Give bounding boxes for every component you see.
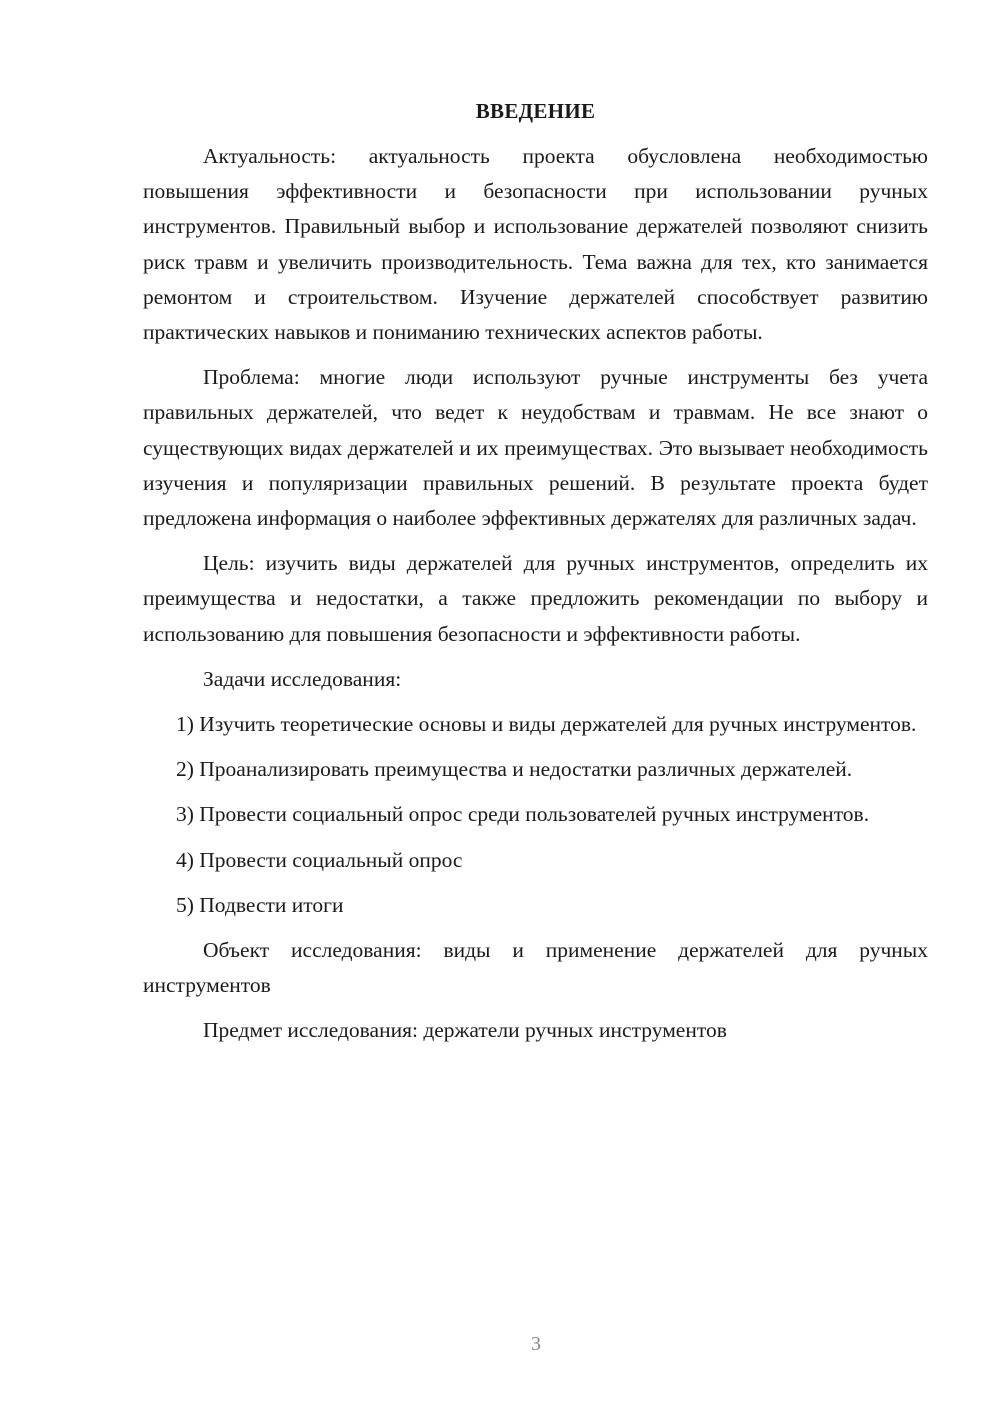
task-item-1: 1) Изучить теоретические основы и виды держателей для ручных инструментов. — [176, 712, 917, 737]
subject-paragraph: Предмет исследования: держатели ручных инструментов — [203, 1018, 727, 1043]
page-number: 3 — [531, 1333, 541, 1355]
task-item-5: 5) Подвести итоги — [176, 892, 344, 917]
task-item-3: 3) Провести социальный опрос среди пользователей ручных инструментов. — [176, 802, 870, 827]
problem-paragraph: Проблема: многие люди используют ручные инструменты без учета правильных держателей, что ведет к неудобствам и травмам. Не все знают о существующих видах держателей и их преимуществах. Это вызывает необходимость изучения и популяризации правильных решений. В результате проекта будет предложена информация о наиболее эффективных держателях для различных задач. — [143, 365, 928, 531]
tasks-heading: Задачи исследования: — [203, 666, 402, 691]
relevance-paragraph: Актуальность: актуальность проекта обусловлена необходимостью повышения эффективности и безопасности при использовании ручных инструментов. Правильный выбор и использование держателей позволяют снизить риск травм и увеличить производительность. Тема важна для тех, кто занимается ремонтом и строительством. Изучение держателей способствует развитию практических навыков и пониманию технических аспектов работы. — [143, 144, 928, 345]
object-paragraph: Объект исследования: виды и применение держателей для ручных инструментов — [143, 938, 928, 998]
document-body — [143, 94, 928, 1059]
section-title: ВВЕДЕНИЕ — [475, 99, 596, 123]
task-item-4: 4) Провести социальный опрос — [176, 847, 463, 872]
task-item-2: 2) Проанализировать преимущества и недостатки различных держателей. — [176, 757, 853, 782]
goal-paragraph: Цель: изучить виды держателей для ручных инструментов, определить их преимущества и недостатки, а также предложить рекомендации по выбору и использованию для повышения безопасности и эффективности работы. — [143, 551, 928, 646]
